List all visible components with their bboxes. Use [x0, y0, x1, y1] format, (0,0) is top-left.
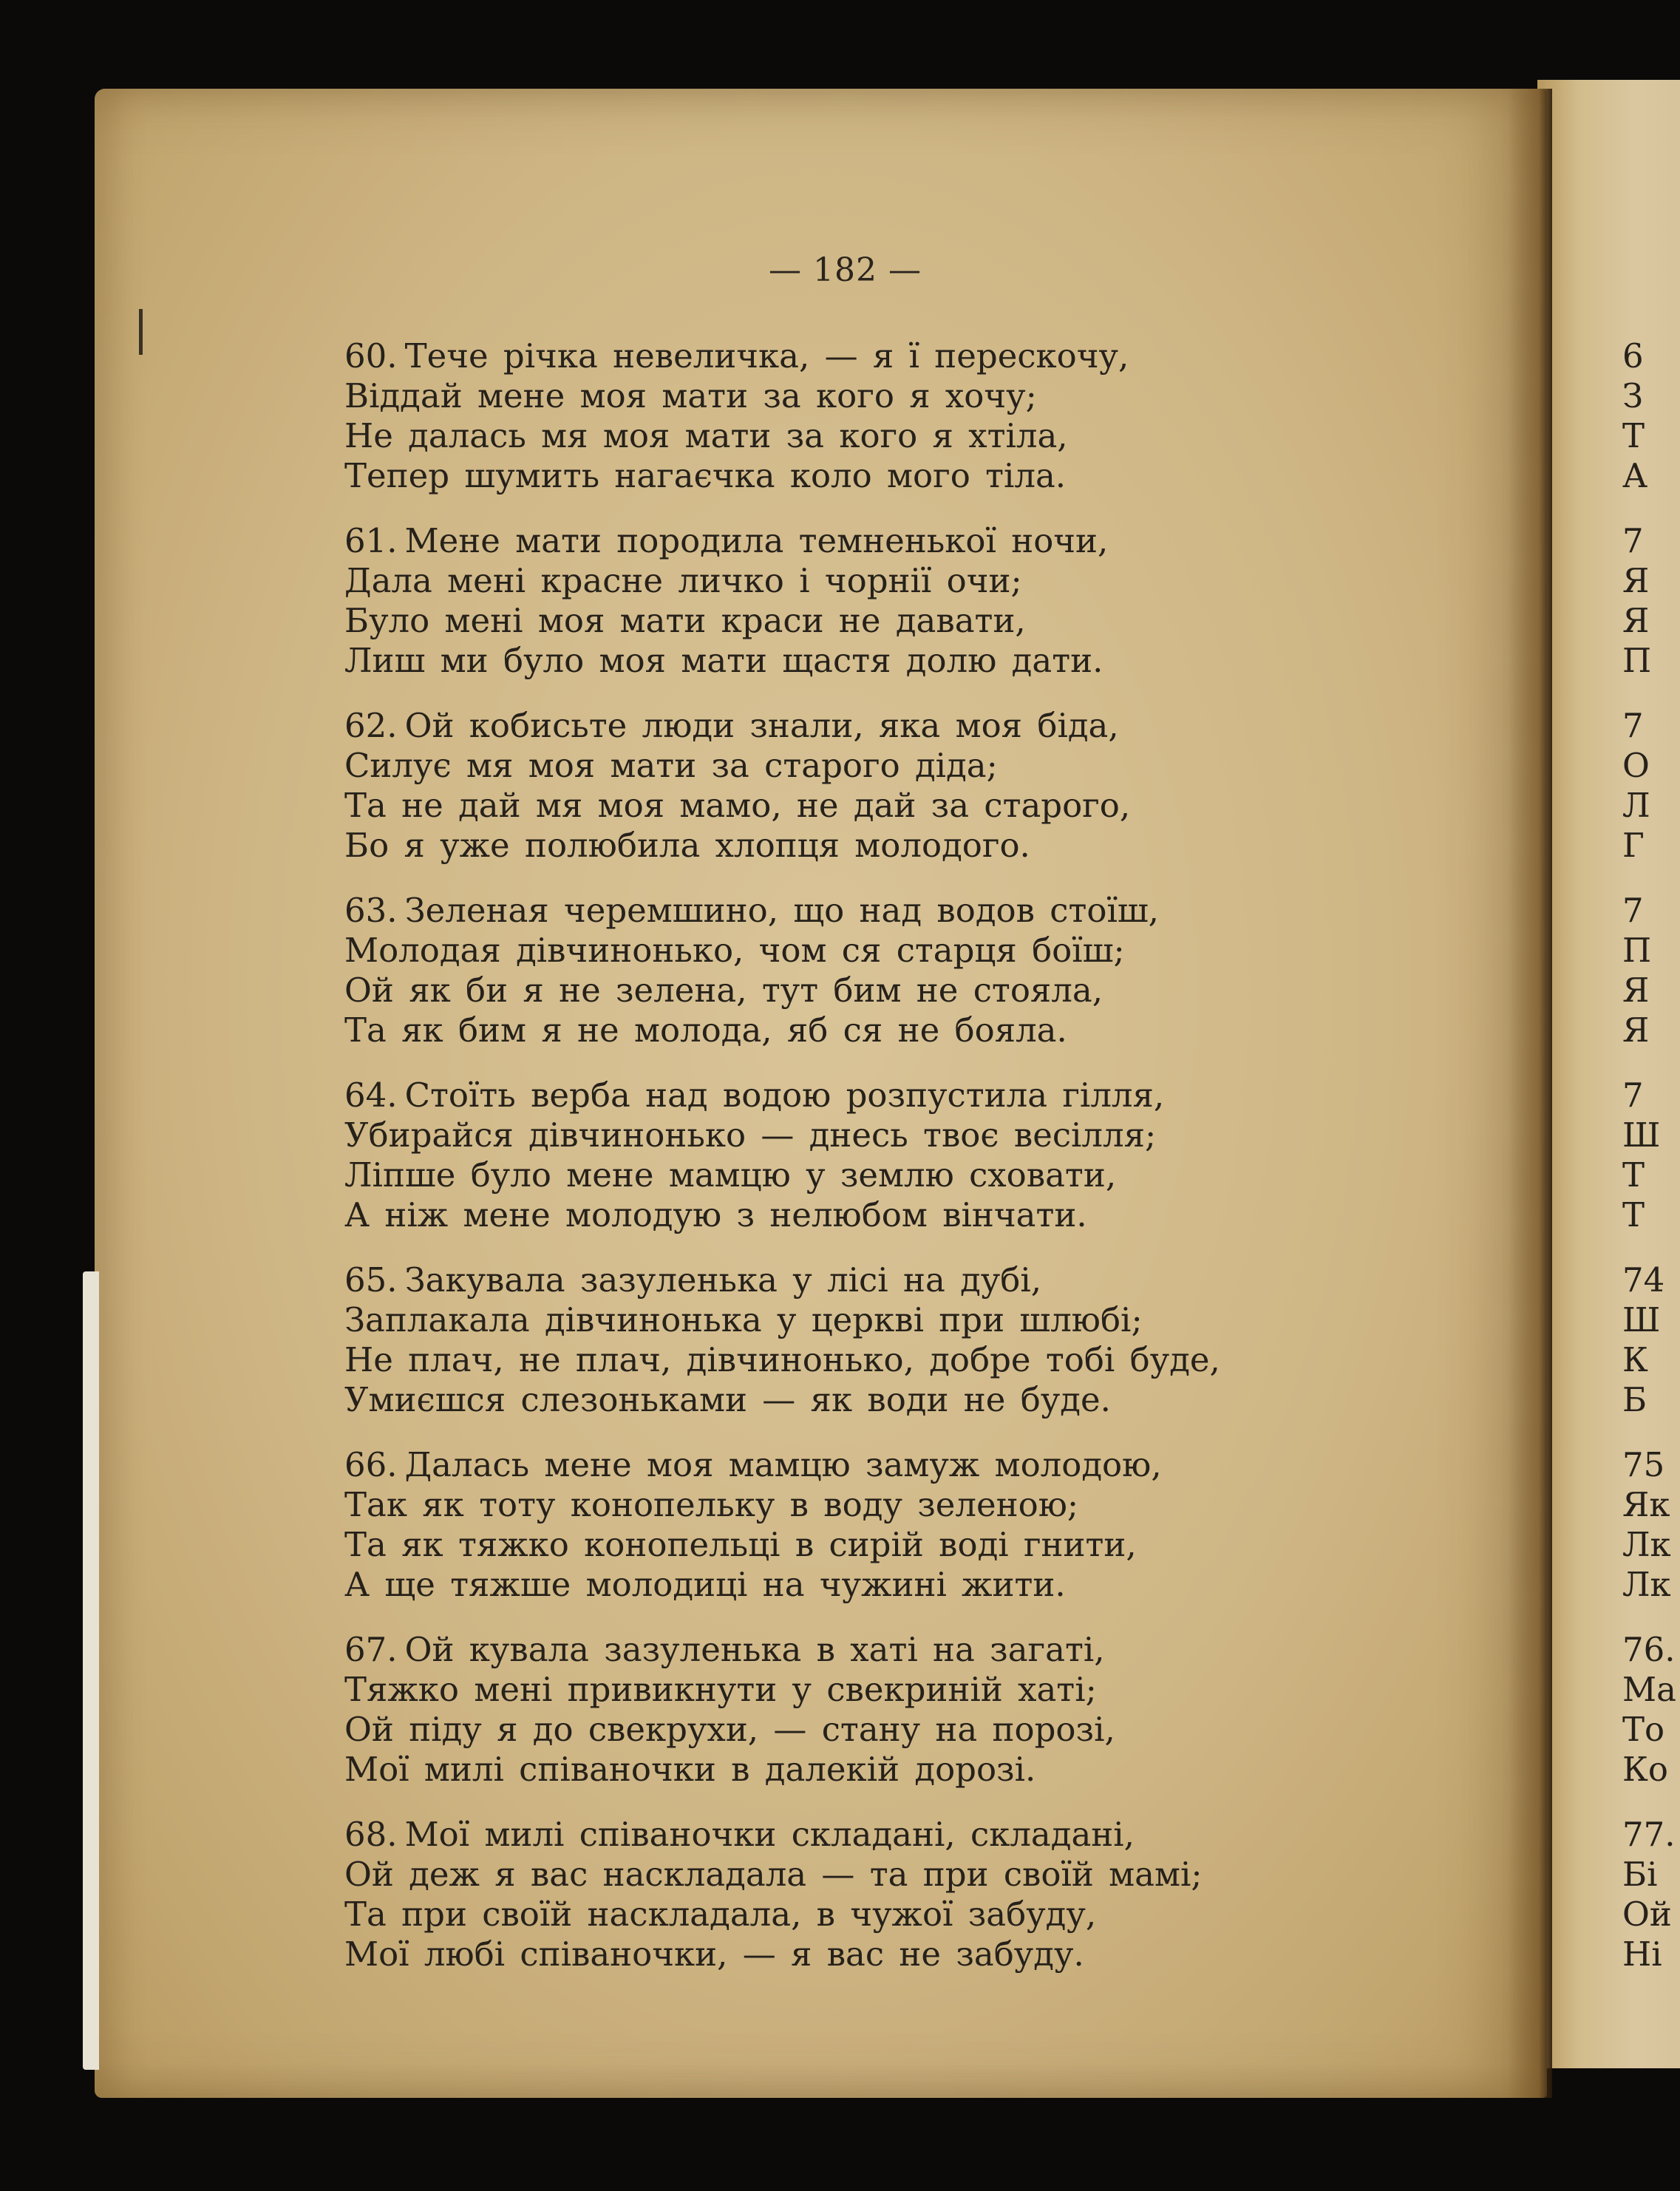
stanza-line: [344, 706, 1468, 746]
stanza-line: [344, 336, 1468, 376]
line-text: Силує мя моя мати за старого діда;: [344, 746, 998, 785]
right-page-fragment: Т: [1622, 1195, 1645, 1234]
stanza-line: [344, 641, 1468, 681]
stanza-line: [344, 1485, 1468, 1525]
stanza-line: [344, 1565, 1468, 1605]
book-gutter: [1508, 89, 1552, 2098]
stanza-gap: [1622, 496, 1676, 521]
right-page-fragment: Лк: [1622, 1525, 1671, 1564]
right-page-text: [1622, 336, 1676, 2000]
right-page-fragment: Б: [1622, 1380, 1647, 1419]
stanza-number: 62.: [344, 706, 398, 745]
right-page-fragment: К: [1622, 1340, 1648, 1379]
stanza-number: 68.: [344, 1815, 398, 1854]
line-text: Мої любі співаночки, — я вас не забуду.: [344, 1934, 1084, 1974]
line-text: А ще тяжше молодиці на чужині жити.: [344, 1565, 1066, 1604]
line-text: Лиш ми було моя мати щастя долю дати.: [344, 641, 1103, 680]
right-page-fragment: 7: [1622, 706, 1644, 745]
stanza-67: [344, 1630, 1468, 1790]
right-page-fragment: О: [1622, 746, 1650, 785]
stanza-line: [344, 891, 1468, 931]
line-text: Убирайся дівчинонько — днесь твоє весілля;: [344, 1115, 1157, 1155]
stanza-line: [344, 1445, 1468, 1485]
right-page-fragment: Ш: [1622, 1115, 1661, 1155]
page-number: — 182 —: [769, 251, 922, 289]
stanza-line: [344, 456, 1468, 496]
stanza-line: [344, 601, 1468, 641]
stanza-gap: [1622, 866, 1676, 891]
line-text: Мої милі співаночки в далекій дорозі.: [344, 1750, 1036, 1789]
line-text: Ліпше було мене мамцю у землю сховати,: [344, 1155, 1117, 1195]
line-text: Тепер шумить нагаєчка коло мого тіла.: [344, 456, 1067, 495]
stanza-line: [344, 1010, 1468, 1050]
stanza-60: [344, 336, 1468, 496]
stanza-65: [344, 1260, 1468, 1420]
line-text: Умиєшся слезоньками — як води не буде.: [344, 1380, 1111, 1419]
line-text: Та як тяжко конопельці в сирій воді гнити,: [344, 1525, 1137, 1564]
stanza-line: [344, 1260, 1468, 1300]
right-page-fragment: 6: [1622, 336, 1644, 376]
stanza-line: [344, 1525, 1468, 1565]
stanza-68: [344, 1815, 1468, 1974]
stanza-line: [344, 1076, 1468, 1115]
stanza-63: [344, 891, 1468, 1050]
line-text: Тяжко мені привикнути у свекриній хаті;: [344, 1670, 1097, 1709]
line-text: Так як тоту конопельку в воду зеленою;: [344, 1485, 1079, 1524]
stanza-line: [344, 1815, 1468, 1855]
line-text: Зеленая черемшино, що над водов стоїш,: [404, 891, 1159, 930]
right-page-fragment: 7: [1622, 521, 1644, 560]
stanza-gap: [1622, 1420, 1676, 1445]
stanza-line: [344, 1670, 1468, 1710]
stanza-66: [344, 1445, 1468, 1605]
line-text: Було мені моя мати краси не давати,: [344, 601, 1026, 640]
line-text: Та не дай мя моя мамо, не дай за старого,: [344, 786, 1131, 825]
stanza-gap: [1622, 1050, 1676, 1076]
right-page-fragment: 76.: [1622, 1630, 1676, 1669]
line-text: Ой піду я до свекрухи, — стану на порозі,: [344, 1710, 1115, 1749]
stanza-line: [344, 826, 1468, 866]
right-page-fragment: Л: [1622, 786, 1650, 825]
line-text: Стоїть верба над водою розпустила гілля,: [404, 1076, 1165, 1115]
line-text: Не далась мя моя мати за кого я хтіла,: [344, 416, 1068, 455]
right-page-fragment: Я: [1622, 561, 1650, 600]
stanza-line: [344, 1380, 1468, 1420]
page-edge: [83, 1271, 99, 2070]
right-page-fragment: Т: [1622, 416, 1645, 455]
poem-list: [344, 336, 1468, 2000]
stanza-line: [344, 1934, 1468, 1974]
stanza-line: [344, 1855, 1468, 1895]
right-page-fragment: 75: [1622, 1445, 1665, 1484]
right-page-fragment: Я: [1622, 601, 1650, 640]
line-text: Не плач, не плач, дівчинонько, добре тобі буде,: [344, 1340, 1220, 1379]
right-page-fragment: Ш: [1622, 1300, 1661, 1339]
stanza-line: [344, 1155, 1468, 1195]
right-page-fragment: Я: [1622, 971, 1650, 1010]
right-page-fragment: Ма: [1622, 1670, 1676, 1709]
stanza-line: [344, 971, 1468, 1010]
stanza-number: 66.: [344, 1445, 398, 1484]
stanza-line: [344, 786, 1468, 826]
line-text: Мене мати породила темненької ночи,: [404, 521, 1109, 560]
line-text: Далась мене моя мамцю замуж молодою,: [404, 1445, 1162, 1484]
stanza-gap: [1622, 1605, 1676, 1630]
stanza-line: [344, 1300, 1468, 1340]
right-page-fragment: Ні: [1622, 1934, 1662, 1974]
stanza-number: 65.: [344, 1260, 398, 1300]
line-text: Та при своїй наскладала, в чужої забуду,: [344, 1895, 1097, 1934]
stanza-line: [344, 1750, 1468, 1790]
right-page-fragment: Як: [1622, 1485, 1670, 1524]
line-text: Бо я уже полюбила хлопця молодого.: [344, 826, 1030, 865]
line-text: Та як бим я не молода, яб ся не бояла.: [344, 1010, 1067, 1050]
right-page-fragment: А: [1622, 456, 1648, 495]
line-text: Ой кувала зазуленька в хаті на загаті,: [404, 1630, 1105, 1669]
stanza-gap: [1622, 681, 1676, 706]
line-text: Віддай мене моя мати за кого я хочу;: [344, 376, 1037, 415]
stanza-number: 61.: [344, 521, 398, 560]
right-page-fragment: З: [1622, 376, 1644, 415]
right-page-fragment: Лк: [1622, 1565, 1671, 1604]
right-page-fragment: Т: [1622, 1155, 1645, 1195]
line-text: Ой кобисьте люди знали, яка моя біда,: [404, 706, 1119, 745]
stanza-line: [344, 561, 1468, 601]
right-page-fragment: П: [1622, 641, 1652, 680]
stanza-line: [344, 376, 1468, 416]
right-page-fragment: 7: [1622, 1076, 1644, 1115]
line-text: Тече річка невеличка, — я ї перескочу,: [404, 336, 1129, 376]
right-page-fragment: Я: [1622, 1010, 1650, 1050]
stanza-line: [344, 1630, 1468, 1670]
stanza-line: [344, 416, 1468, 456]
stanza-number: 63.: [344, 891, 398, 930]
stanza-62: [344, 706, 1468, 866]
margin-mark: [139, 309, 143, 355]
right-page-fragment: 74: [1622, 1260, 1665, 1300]
right-page-fragment: П: [1622, 931, 1652, 970]
line-text: Дала мені красне личко і чорнії очи;: [344, 561, 1022, 600]
stanza-line: [344, 1710, 1468, 1750]
right-page-fragment: Ой: [1622, 1895, 1672, 1934]
stanza-number: 67.: [344, 1630, 398, 1669]
stanza-line: [344, 746, 1468, 786]
stanza-gap: [1622, 1974, 1676, 2000]
right-page-fragment: Г: [1622, 826, 1645, 865]
stanza-line: [344, 1340, 1468, 1380]
stanza-64: [344, 1076, 1468, 1235]
stanza-line: [344, 1195, 1468, 1235]
right-page-fragment: 77.: [1622, 1815, 1676, 1854]
stanza-line: [344, 931, 1468, 971]
stanza-gap: [1622, 1790, 1676, 1815]
stanza-number: 64.: [344, 1076, 398, 1115]
stanza-line: [344, 1895, 1468, 1934]
right-page-fragment: Ко: [1622, 1750, 1668, 1789]
line-text: Мої милі співаночки складані, складані,: [404, 1815, 1135, 1854]
stanza-line: [344, 521, 1468, 561]
line-text: Ой як би я не зелена, тут бим не стояла,: [344, 971, 1103, 1010]
stanza-gap: [1622, 1235, 1676, 1260]
stanza-61: [344, 521, 1468, 681]
stanza-line: [344, 1115, 1468, 1155]
line-text: Закувала зазуленька у лісі на дубі,: [404, 1260, 1042, 1300]
line-text: Заплакала дівчинонька у церкві при шлюбі;: [344, 1300, 1143, 1339]
right-page-fragment: Бі: [1622, 1855, 1658, 1894]
right-page-fragment: 7: [1622, 891, 1644, 930]
line-text: Молодая дівчинонько, чом ся старця боїш;: [344, 931, 1125, 970]
line-text: Ой деж я вас наскладала — та при своїй мамі;: [344, 1855, 1203, 1894]
right-page-fragment: То: [1622, 1710, 1665, 1749]
stanza-number: 60.: [344, 336, 398, 376]
line-text: А ніж мене молодую з нелюбом вінчати.: [344, 1195, 1087, 1234]
